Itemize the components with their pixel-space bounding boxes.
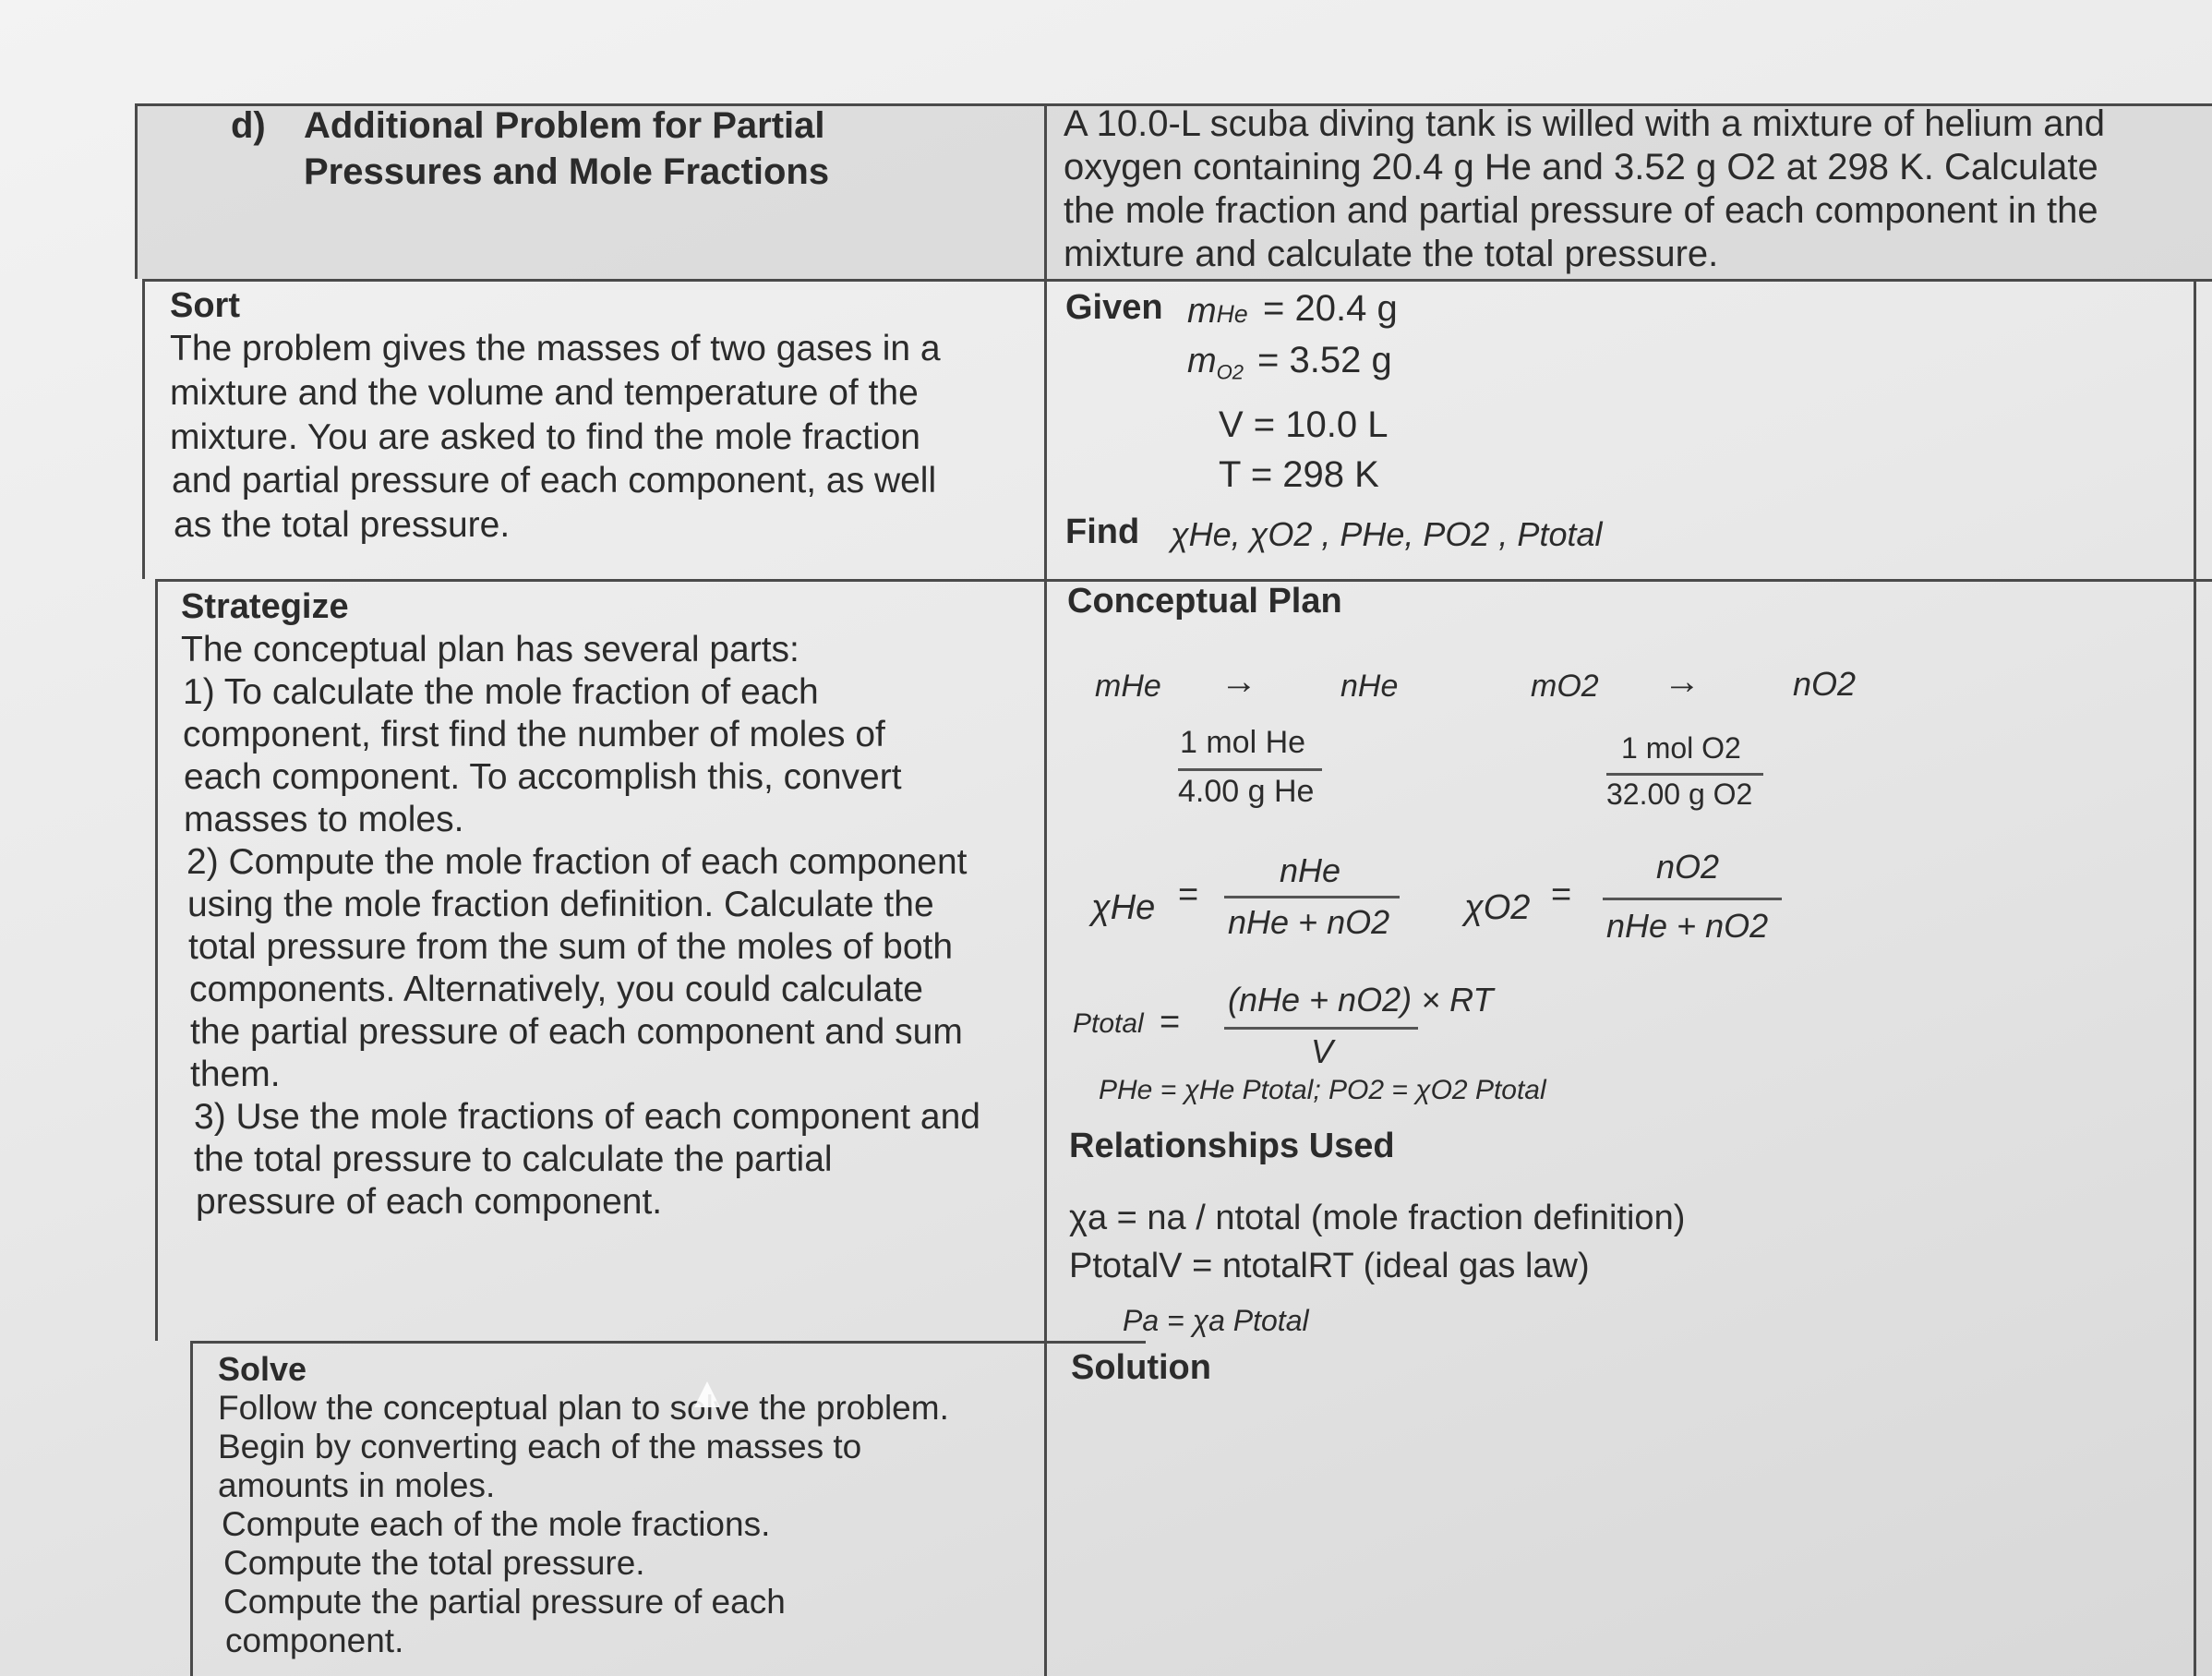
strategize-line-13: the total pressure to calculate the partial	[194, 1139, 833, 1179]
solve-line-4: Compute each of the mole fractions.	[222, 1505, 771, 1543]
conversion-o2-fraction-bar	[1606, 773, 1763, 776]
chi-o2-equals: =	[1551, 875, 1572, 914]
relationship-partial-pressure: Pa = χa Ptotal	[1123, 1304, 1309, 1337]
strategize-line-11: them.	[190, 1055, 281, 1094]
strategize-line-8: total pressure from the sum of the moles of both	[188, 927, 954, 967]
plan-m-o2: mO2	[1531, 669, 1599, 704]
row-divider-1	[142, 279, 2212, 282]
conversion-o2-denominator: 32.00 g O2	[1606, 778, 1753, 811]
find-label: Find	[1065, 512, 1140, 551]
sort-line-1: The problem gives the masses of two gases in a	[170, 329, 941, 368]
plan-arrow-he: →	[1220, 661, 1257, 702]
solve-line-6: Compute the partial pressure of each	[223, 1583, 786, 1621]
row-divider-3	[190, 1341, 1146, 1344]
problem-statement-line-3: the mole fraction and partial pressure of each component in the	[1064, 190, 2098, 231]
ptotal-equals: =	[1160, 1003, 1181, 1042]
chi-o2-fraction-bar	[1603, 898, 1782, 900]
strategize-line-7: using the mole fraction definition. Calculate the	[187, 885, 934, 924]
chi-he-equals: =	[1178, 875, 1199, 914]
given-temperature: T = 298 K	[1219, 454, 1379, 495]
strategize-line-6: 2) Compute the mole fraction of each component	[186, 842, 968, 882]
problem-statement-line-4: mixture and calculate the total pressure.	[1064, 234, 1719, 274]
solve-line-5: Compute the total pressure.	[223, 1544, 645, 1582]
solution-label: Solution	[1071, 1348, 1211, 1387]
chi-he-symbol: χHe	[1091, 888, 1156, 927]
worksheet	[135, 103, 2212, 1676]
ptotal-symbol: Ptotal	[1073, 1008, 1144, 1039]
strategize-line-10: the partial pressure of each component and sum	[190, 1012, 963, 1052]
given-m-o2-value: = 3.52 g	[1257, 340, 1392, 380]
problem-letter: d)	[231, 105, 266, 146]
plan-m-he: mHe	[1095, 669, 1161, 704]
solve-heading: Solve	[218, 1350, 307, 1388]
table-right-border	[2194, 279, 2196, 1676]
column-divider	[1044, 103, 1047, 1676]
strategize-line-12: 3) Use the mole fractions of each component and	[194, 1097, 980, 1137]
table-left-border	[135, 103, 138, 279]
ptotal-numerator: (nHe + nO2) × RT	[1228, 981, 1494, 1019]
sort-line-2: mixture and the volume and temperature of the	[170, 373, 919, 413]
conversion-he-denominator: 4.00 g He	[1178, 774, 1315, 809]
strategize-heading: Strategize	[181, 587, 349, 626]
conversion-o2-numerator: 1 mol O2	[1621, 731, 1741, 765]
strategize-line-2: 1) To calculate the mole fraction of each	[183, 672, 819, 712]
partial-pressure-equations: PHe = χHe Ptotal; PO2 = χO2 Ptotal	[1099, 1075, 1546, 1105]
find-items: χHe, χO2 , PHe, PO2 , Ptotal	[1171, 515, 1603, 553]
solve-line-1: Follow the conceptual plan to solve the problem.	[218, 1389, 949, 1427]
strategize-line-1: The conceptual plan has several parts:	[181, 630, 799, 669]
table-left-border-lower-3	[190, 1341, 193, 1676]
given-volume: V = 10.0 L	[1219, 404, 1389, 445]
mouse-cursor-icon	[694, 1381, 720, 1407]
problem-title-line-1: Additional Problem for Partial	[304, 105, 825, 146]
conversion-he-fraction-bar	[1178, 768, 1322, 771]
chi-he-numerator: nHe	[1280, 851, 1341, 889]
sort-line-3: mixture. You are asked to find the mole fraction	[170, 417, 920, 457]
strategize-line-3: component, first find the number of moles of	[183, 715, 885, 754]
plan-n-he: nHe	[1340, 669, 1399, 704]
relationship-ideal-gas-law: PtotalV = ntotalRT (ideal gas law)	[1069, 1247, 1590, 1285]
chi-o2-symbol: χO2	[1464, 888, 1531, 927]
sort-line-4: and partial pressure of each component, as well	[172, 461, 937, 500]
relationships-heading: Relationships Used	[1069, 1127, 1395, 1165]
strategize-line-4: each component. To accomplish this, convert	[184, 757, 902, 797]
chi-he-fraction-bar	[1224, 896, 1400, 898]
given-m-o2: $m_{O2}$	[1187, 342, 1244, 384]
problem-statement-line-2: oxygen containing 20.4 g He and 3.52 g O2 at 298 K. Calculate	[1064, 147, 2098, 187]
solve-line-7: component.	[225, 1622, 404, 1659]
problem-title-line-2: Pressures and Mole Fractions	[304, 151, 830, 192]
plan-arrow-o2: →	[1664, 661, 1701, 702]
relationship-mole-fraction: χa = na / ntotal (mole fraction definition)	[1069, 1199, 1686, 1237]
sort-heading: Sort	[170, 286, 240, 325]
given-m-he: mHe	[1187, 292, 1248, 331]
strategize-line-5: masses to moles.	[184, 800, 464, 839]
sort-line-5: as the total pressure.	[174, 505, 511, 545]
chi-o2-denominator: nHe + nO2	[1606, 907, 1769, 945]
table-left-border-lower-2	[155, 579, 158, 1341]
strategize-line-14: pressure of each component.	[196, 1182, 663, 1222]
ptotal-fraction-bar	[1224, 1027, 1418, 1030]
given-label: Given	[1065, 288, 1163, 327]
plan-n-o2: nO2	[1793, 665, 1857, 703]
conceptual-plan-heading: Conceptual Plan	[1067, 582, 1342, 621]
ptotal-denominator: V	[1311, 1032, 1334, 1070]
strategize-line-9: components. Alternatively, you could calculate	[189, 970, 923, 1009]
solve-line-2: Begin by converting each of the masses to	[218, 1428, 862, 1465]
solve-line-3: amounts in moles.	[218, 1466, 496, 1504]
table-left-border-lower	[142, 279, 145, 579]
chi-o2-numerator: nO2	[1656, 848, 1720, 886]
chi-he-denominator: nHe + nO2	[1228, 903, 1390, 941]
conversion-he-numerator: 1 mol He	[1180, 725, 1306, 760]
given-m-he-value: = 20.4 g	[1263, 288, 1398, 329]
problem-statement-line-1: A 10.0-L scuba diving tank is willed with a mixture of helium and	[1064, 103, 2105, 144]
